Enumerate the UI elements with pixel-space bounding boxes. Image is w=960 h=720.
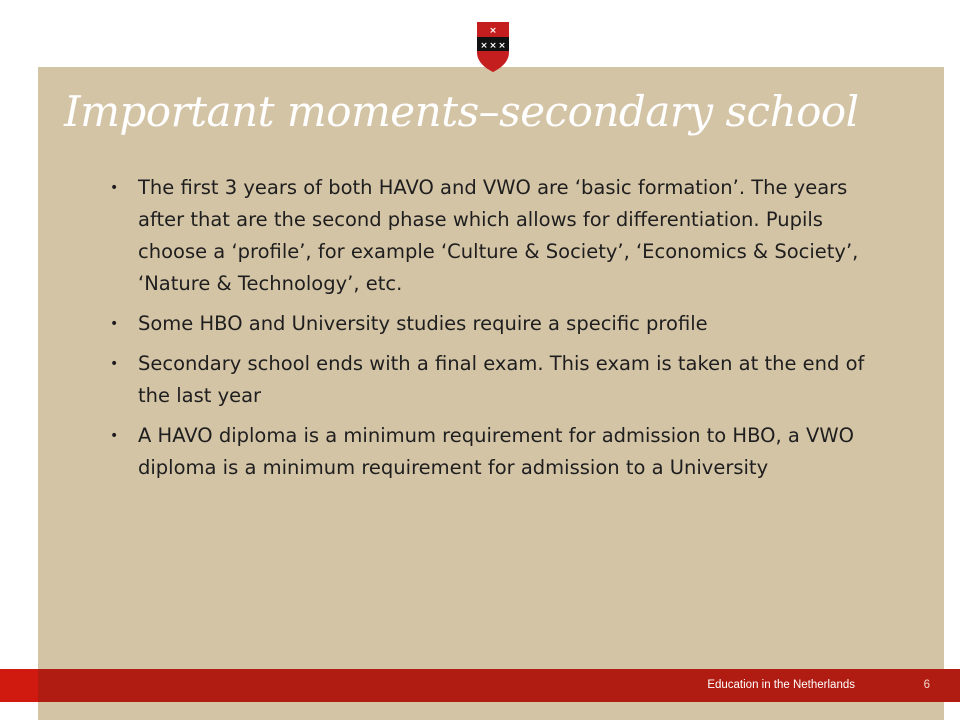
bullet-item xyxy=(108,172,888,300)
bullet-list xyxy=(108,172,888,492)
footer-text: Education in the Netherlands xyxy=(707,679,855,691)
bullet-text: The first 3 years of both HAVO and VWO are ‘basic formation’. The years after that are the second phase which allows for differentiation. Pupils choose a ‘profile’, for example ‘Culture & Society’, ‘Economics & Society’, ‘Nature & Technology’, etc. xyxy=(138,176,859,295)
page-number: 6 xyxy=(923,679,930,691)
bullet-icon: • xyxy=(110,356,119,372)
amsterdam-shield-icon xyxy=(473,20,513,74)
bullet-text: A HAVO diploma is a minimum requirement for admission to HBO, a VWO diploma is a minimum requirement for admission to a University xyxy=(138,424,854,479)
bullet-icon: • xyxy=(110,180,119,196)
shield-mark-left: × xyxy=(480,41,488,51)
bullet-icon: • xyxy=(110,316,119,332)
footer-bar-accent xyxy=(0,669,38,702)
bullet-item xyxy=(108,420,888,484)
shield-mark-center: × xyxy=(489,41,497,51)
bullet-item xyxy=(108,308,888,340)
bullet-text: Secondary school ends with a final exam. This exam is taken at the end of the last year xyxy=(138,352,865,407)
bullet-text: Some HBO and University studies require a specific profile xyxy=(138,312,708,335)
shield-mark-top: × xyxy=(489,26,497,36)
shield-mark-right: × xyxy=(498,41,506,51)
bullet-icon: • xyxy=(110,428,119,444)
slide-title: Important moments–secondary school xyxy=(64,87,859,136)
bullet-item xyxy=(108,348,888,412)
